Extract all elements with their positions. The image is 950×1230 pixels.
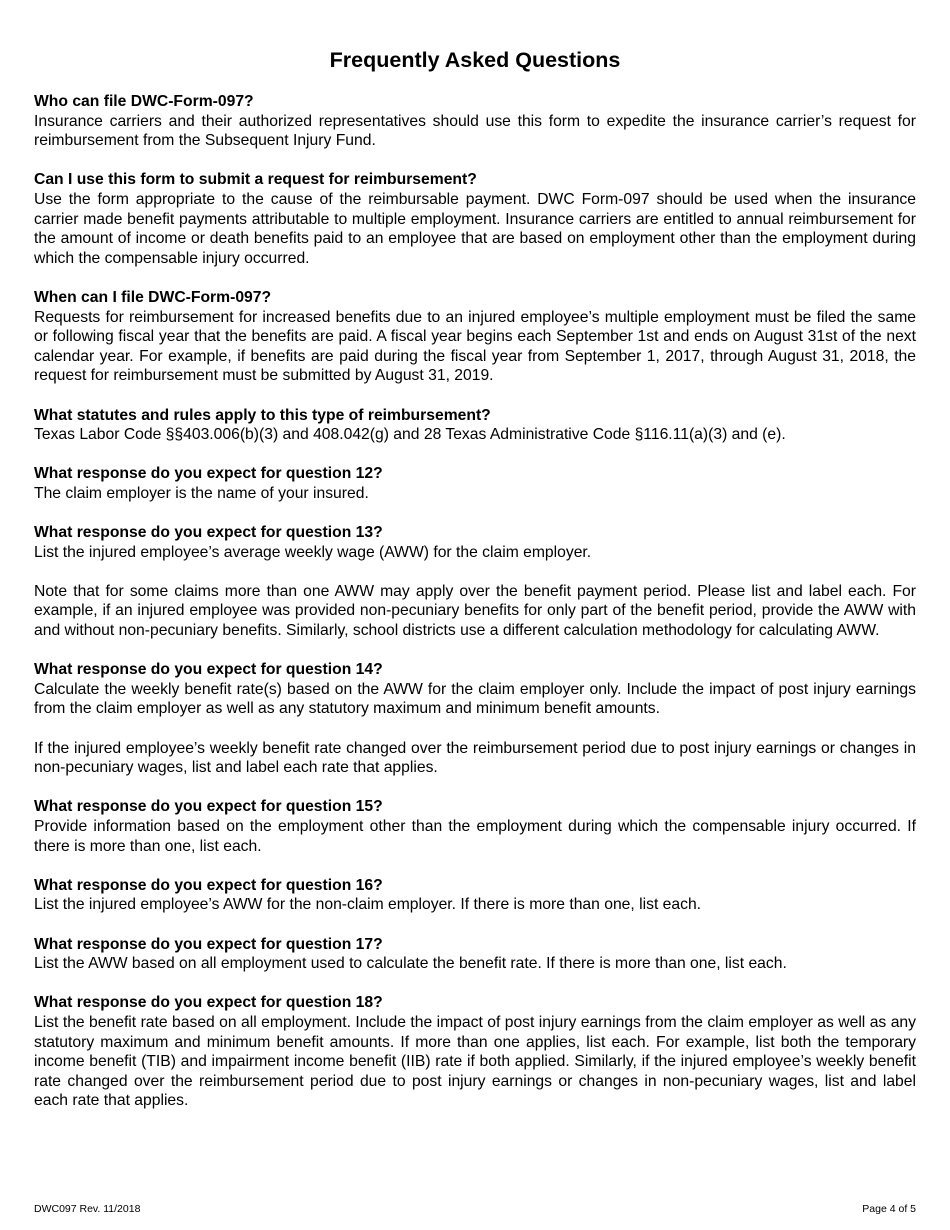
faq-item [34,993,916,1111]
faq-answer: Use the form appropriate to the cause of the reimbursable payment. DWC Form-097 should be used when the insurance carrier made benefit payments attributable to multiple employment. Insurance carriers are entitled to annual reimbursement for the amount of income or death benefits paid to an employee that are based on employment other than the employment during which the compensable injury occurred. [34,190,916,267]
faq-answer: The claim employer is the name of your insured. [34,484,369,502]
faq-answer: List the injured employee’s average weekly wage (AWW) for the claim employer. [34,543,592,561]
faq-answer: List the injured employee’s AWW for the non-claim employer. If there is more than one, list each. [34,896,702,914]
page-number: Page 4 of 5 [862,1203,916,1215]
faq-answer: Provide information based on the employment other than the employment during which the compensable injury occurred. If there is more than one, list each. [34,817,916,855]
faq-list [34,92,916,1130]
faq-item [34,406,916,445]
faq-question: What response do you expect for question 12? [34,465,383,483]
faq-item [34,935,916,974]
faq-question: When can I file DWC-Form-097? [34,288,272,306]
faq-question: What statutes and rules apply to this type of reimbursement? [34,406,491,424]
faq-answer: List the AWW based on all employment used to calculate the benefit rate. If there is more than one, list each. [34,955,787,973]
faq-answer: Calculate the weekly benefit rate(s) based on the AWW for the claim employer only. Include the impact of post injury earnings from the claim employer as well as any statutory maximum and minimum benefit amounts. [34,680,916,718]
faq-question: What response do you expect for question 18? [34,994,383,1012]
faq-answer: Requests for reimbursement for increased benefits due to an injured employee’s multiple employment must be filed the same or following fiscal year that the benefits are paid. A fiscal year begins each September 1st and ends on August 31st of the next calendar year. For example, if benefits are paid during the fiscal year from September 1, 2017, through August 31, 2018, the request for reimbursement must be submitted by August 31, 2019. [34,308,916,385]
faq-question: Can I use this form to submit a request for reimbursement? [34,171,477,189]
faq-item [34,92,916,151]
faq-question: What response do you expect for question 13? [34,524,383,542]
faq-answer: Insurance carriers and their authorized representatives should use this form to expedite the insurance carrier’s request for reimbursement from the Subsequent Injury Fund. [34,112,916,150]
faq-answer: Texas Labor Code §§403.006(b)(3) and 408.042(g) and 28 Texas Administrative Code §116.11(a)(3) and (e). [34,426,786,444]
faq-answer: Note that for some claims more than one AWW may apply over the benefit payment period. Please list and label each. For example, if an injured employee was provided non-pecuniary benefits for only part of the benefit period, provide the AWW with and without non-pecuniary benefits. Similarly, school districts use a different calculation methodology for calculating AWW. [34,582,916,640]
faq-question: What response do you expect for question 14? [34,661,383,679]
page-title: Frequently Asked Questions [329,48,621,72]
faq-item [34,660,916,778]
faq-answer: If the injured employee’s weekly benefit rate changed over the reimbursement period due to post injury earnings or changes in non-pecuniary wages, list and label each rate that applies. [34,739,916,777]
faq-question: Who can file DWC-Form-097? [34,93,254,110]
faq-item [34,464,916,503]
faq-question: What response do you expect for question 15? [34,798,383,816]
faq-item [34,797,916,856]
faq-question: What response do you expect for question 16? [34,876,383,894]
faq-question: What response do you expect for question 17? [34,935,383,953]
faq-answer: List the benefit rate based on all employment. Include the impact of post injury earnings from the claim employer as well as any statutory maximum and minimum benefit amounts. If more than one applies, list each. For example, list both the temporary income benefit (TIB) and impairment income benefit (IIB) rate if both applied. Similarly, if the injured employee’s weekly benefit rate changed over the reimbursement period due to post injury earnings or changes in non-pecuniary wages, list and label each rate that applies. [34,1013,916,1110]
faq-item [34,288,916,386]
form-revision: DWC097 Rev. 11/2018 [34,1203,141,1215]
faq-item [34,876,916,915]
faq-item [34,523,916,641]
faq-item [34,170,916,268]
